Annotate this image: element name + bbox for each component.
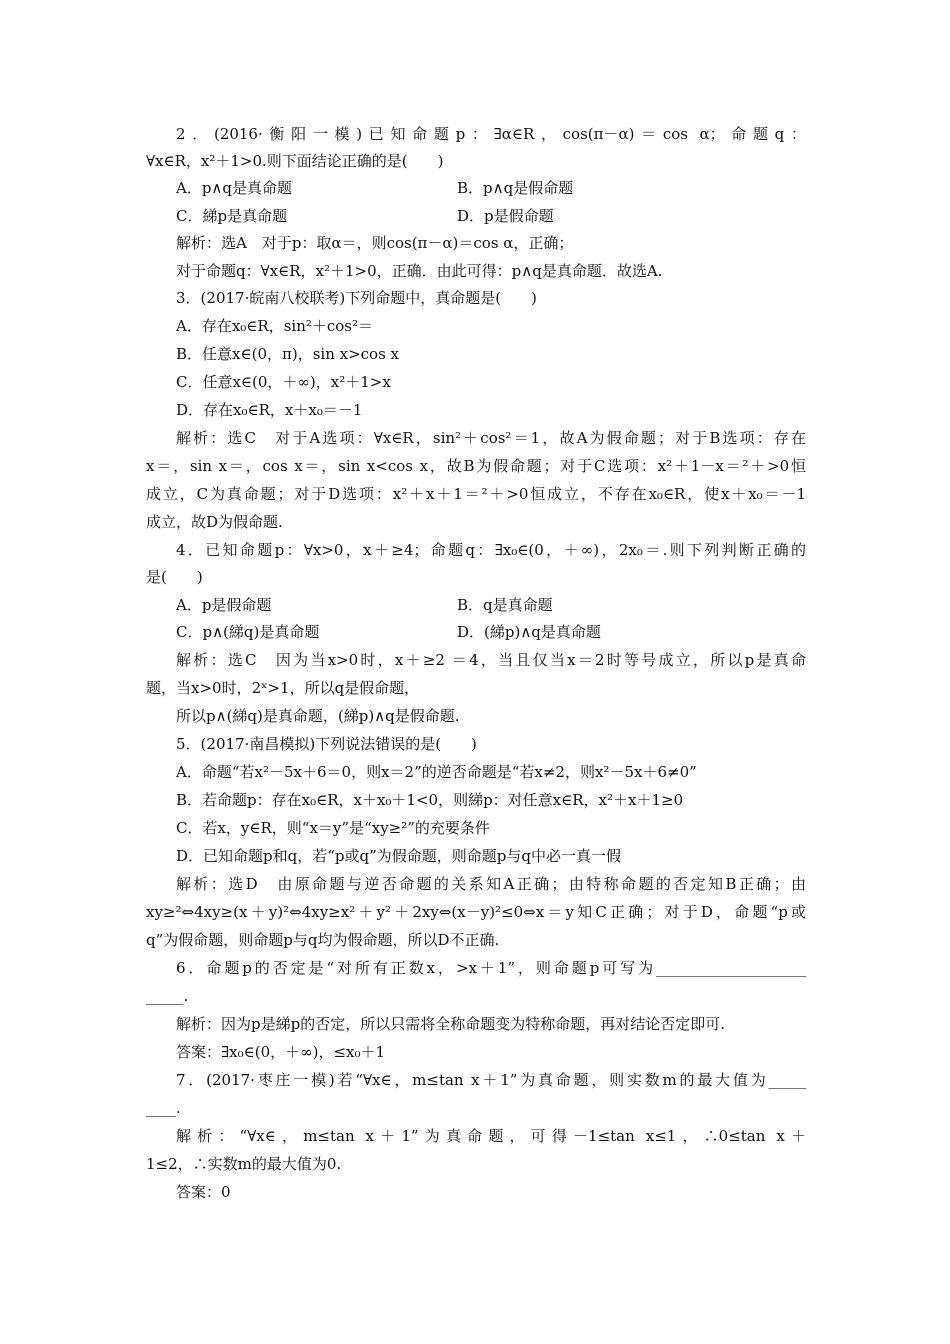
q3-solution-line2: x＝，sin x＝，cos x＝，sin x<cos x，故B为假命题；对于C选项：x²＋1－x＝²＋>0恒 — [146, 457, 806, 475]
q5-stem: 5．(2017·南昌模拟)下列说法错误的是( ) — [176, 735, 477, 753]
q5-option-c: C．若x，y∈R，则“x＝y”是“xy≥²”的充要条件 — [176, 819, 490, 837]
q2-stem-line1: 2．(2016·衡阳一模)已知命题p：∃α∈R，cos(π－α)＝cos α；命题q： — [176, 125, 806, 143]
q4-option-c: C．p∧(綈q)是真命题 — [176, 623, 320, 641]
q2-option-d: D．p是假命题 — [457, 207, 554, 225]
q7-stem-line1: 7．(2017·枣庄一模)若“∀x∈，m≤tan x＋1”为真命题，则实数m的最大值为_____ — [176, 1071, 806, 1089]
q2-option-b: B．p∧q是假命题 — [457, 179, 574, 197]
q6-solution: 解析：因为p是綈p的否定，所以只需将全称命题变为特称命题，再对结论否定即可. — [176, 1015, 725, 1033]
q3-solution-line1: 解析：选C 对于A选项：∀x∈R，sin²＋cos²＝1，故A为假命题；对于B选项：存在 — [176, 429, 806, 447]
q3-option-b: B．任意x∈(0，π)，sin x>cos x — [176, 345, 400, 363]
q5-option-d: D．已知命题p和q，若“p或q”为假命题，则命题p与q中必一真一假 — [176, 847, 621, 865]
q4-stem-line1: 4．已知命题p：∀x>0，x＋≥4；命题q：∃x₀∈(0，＋∞)，2x₀＝.则下列判断正确的 — [176, 541, 806, 559]
q4-option-d: D．(綈p)∧q是真命题 — [457, 623, 601, 641]
q4-solution-line3: 所以p∧(綈q)是真命题，(綈p)∧q是假命题. — [176, 707, 460, 725]
q3-stem: 3．(2017·皖南八校联考)下列命题中，真命题是( ) — [176, 289, 537, 307]
q2-stem-line2: ∀x∈R，x²＋1>0.则下面结论正确的是( ) — [146, 152, 444, 170]
q3-option-c: C．任意x∈(0，＋∞)，x²＋1>x — [176, 373, 391, 391]
q6-answer: 答案：∃x₀∈(0，＋∞)，≤x₀＋1 — [176, 1043, 386, 1061]
q7-stem-line2: ____. — [146, 1099, 181, 1117]
q5-solution-line1: 解析：选D 由原命题与逆否命题的关系知A正确；由特称命题的否定知B正确；由 — [176, 875, 806, 893]
q4-stem-line2: 是( ) — [146, 568, 203, 586]
q3-solution-line4: 成立，故D为假命题. — [146, 513, 283, 531]
q5-solution-line3: q”为假命题，则命题p与q均为假命题，所以D不正确. — [146, 931, 500, 949]
q5-option-a: A．命题“若x²－5x＋6＝0，则x＝2”的逆否命题是“若x≠2，则x²－5x＋6≠0” — [176, 763, 697, 781]
q7-solution-line1: 解析：“∀x∈，m≤tan x＋1”为真命题，可得－1≤tan x≤1，∴0≤tan x＋ — [176, 1127, 806, 1145]
q5-solution-line2: xy≥²⇔4xy≥(x＋y)²⇔4xy≥x²＋y²＋2xy⇔(x－y)²≤0⇔x＝y知C正确；对于D，命题“p或 — [146, 903, 806, 921]
q6-stem-line1: 6．命题p的否定是“对所有正数x，>x＋1”，则命题p可写为____________________ — [176, 959, 806, 977]
q4-option-a: A．p是假命题 — [176, 596, 272, 614]
q4-option-b: B．q是真命题 — [457, 596, 553, 614]
q2-solution-line1: 解析：选A 对于p：取α＝，则cos(π－α)＝cos α，正确； — [176, 234, 574, 252]
q2-option-c: C．綈p是真命题 — [176, 207, 288, 225]
q5-option-b: B．若命题p：存在x₀∈R，x＋x₀＋1<0，则綈p：对任意x∈R，x²＋x＋1≥0 — [176, 791, 684, 809]
q3-option-d: D．存在x₀∈R，x＋x₀＝－1 — [176, 401, 363, 419]
q7-solution-line2: 1≤2，∴实数m的最大值为0. — [146, 1155, 342, 1173]
q3-solution-line3: 成立，C为真命题；对于D选项：x²＋x＋1＝²＋>0恒成立，不存在x₀∈R，使x＋x₀＝－1 — [146, 485, 806, 503]
q7-answer: 答案：0 — [176, 1183, 231, 1201]
q6-stem-line2: _____. — [146, 987, 189, 1005]
q4-solution-line2: 题，当x>0时，2ˣ>1，所以q是假命题， — [146, 679, 420, 697]
q3-option-a: A．存在x₀∈R，sin²＋cos²＝ — [176, 317, 374, 335]
q4-solution-line1: 解析：选C 因为当x>0时，x＋≥2 ＝4，当且仅当x＝2时等号成立，所以p是真命 — [176, 651, 806, 669]
q2-solution-line2: 对于命题q：∀x∈R，x²＋1>0，正确．由此可得：p∧q是真命题．故选A. — [176, 262, 663, 280]
q2-option-a: A．p∧q是真命题 — [176, 179, 293, 197]
